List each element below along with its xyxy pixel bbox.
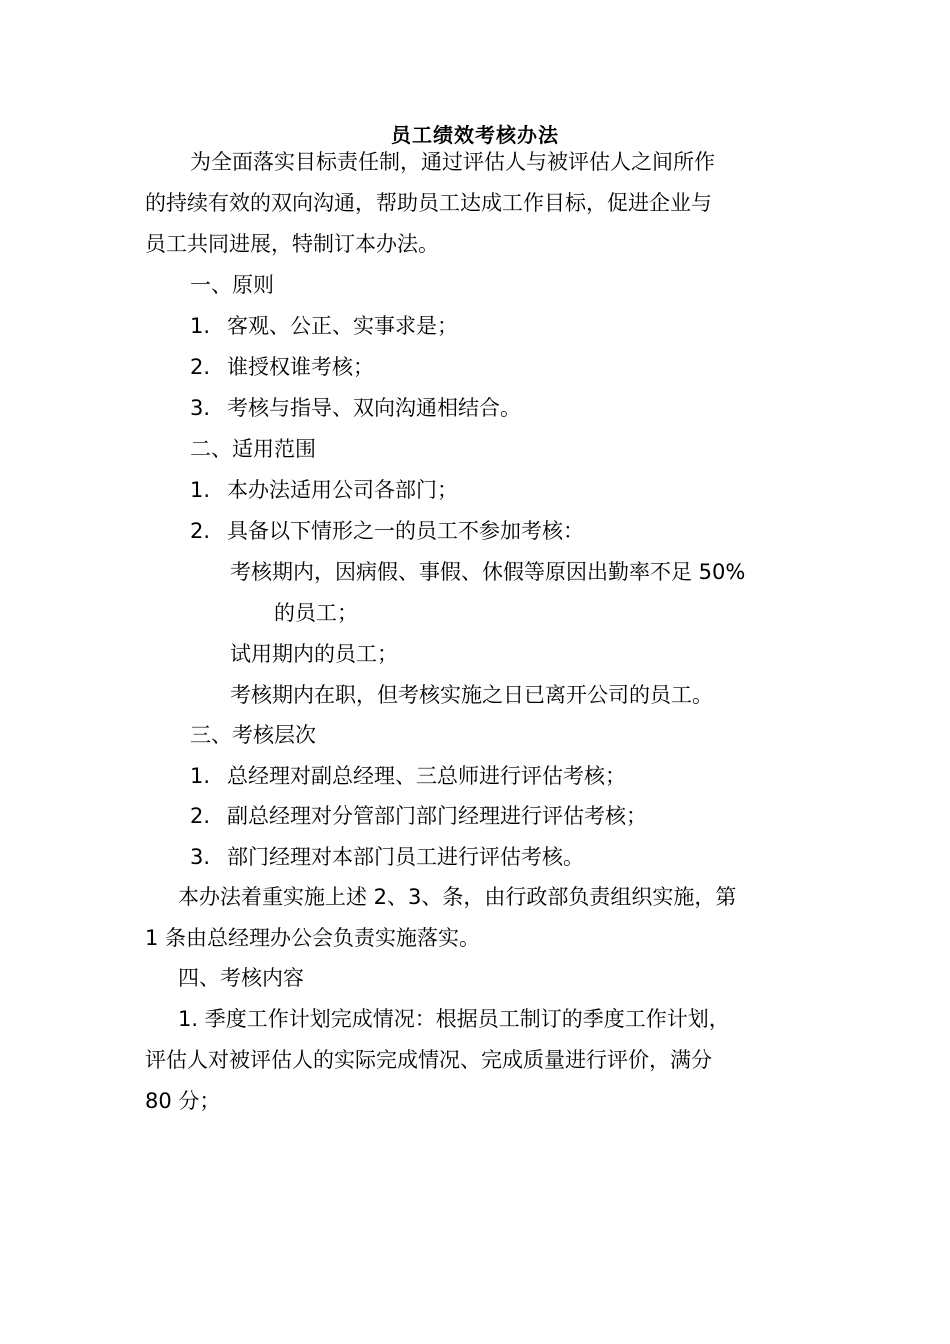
section-heading-principles: 一、原则	[190, 273, 274, 297]
intro-line-2: 的持续有效的双向沟通，帮助员工达成工作目标，促进企业与	[145, 191, 712, 215]
list-item-text: 本办法适用公司各部门；	[227, 478, 458, 502]
note-line: 本办法着重实施上述 2、3、条，由行政部负责组织实施，第	[178, 885, 737, 909]
sub-item-line: 试用期内的员工；	[230, 642, 398, 666]
intro-line-3: 员工共同进展，特制订本办法。	[145, 232, 439, 256]
list-item-text: 具备以下情形之一的员工不参加考核：	[227, 519, 584, 543]
list-item	[190, 842, 584, 872]
list-item	[190, 516, 584, 546]
list-item	[190, 311, 458, 341]
section-heading-levels: 三、考核层次	[190, 723, 316, 747]
content-line: 1. 季度工作计划完成情况：根据员工制订的季度工作计划，	[178, 1007, 730, 1031]
list-item-text: 考核与指导、双向沟通相结合。	[227, 396, 521, 420]
note-line: 1 条由总经理办公会负责实施落实。	[145, 926, 481, 950]
list-item-number: 3.	[190, 845, 211, 869]
list-item-number: 1.	[190, 314, 211, 338]
list-item-text: 谁授权谁考核；	[227, 355, 374, 379]
list-item	[190, 352, 374, 382]
content-line: 评估人对被评估人的实际完成情况、完成质量进行评价，满分	[145, 1048, 712, 1072]
list-item-text: 客观、公正、实事求是；	[227, 314, 458, 338]
section-heading-scope: 二、适用范围	[190, 437, 316, 461]
list-item-text: 副总经理对分管部门部门经理进行评估考核；	[227, 804, 647, 828]
list-item	[190, 393, 521, 423]
content-line: 80 分；	[145, 1089, 221, 1113]
sub-item-line: 的员工；	[274, 601, 358, 625]
list-item	[190, 761, 626, 791]
list-item-number: 2.	[190, 804, 211, 828]
list-item-number: 2.	[190, 519, 211, 543]
list-item-text: 部门经理对本部门员工进行评估考核。	[227, 845, 584, 869]
section-heading-content: 四、考核内容	[178, 966, 304, 990]
intro-line-1: 为全面落实目标责任制，通过评估人与被评估人之间所作	[190, 150, 715, 174]
document-title: 员工绩效考核办法	[391, 123, 559, 147]
list-item	[190, 801, 647, 831]
list-item-text: 总经理对副总经理、三总师进行评估考核；	[227, 764, 626, 788]
list-item	[190, 475, 458, 505]
sub-item-line: 考核期内在职，但考核实施之日已离开公司的员工。	[230, 683, 713, 707]
list-item-number: 1.	[190, 764, 211, 788]
list-item-number: 1.	[190, 478, 211, 502]
list-item-number: 2.	[190, 355, 211, 379]
list-item-number: 3.	[190, 396, 211, 420]
sub-item-line: 考核期内，因病假、事假、休假等原因出勤率不足 50%	[230, 560, 746, 584]
